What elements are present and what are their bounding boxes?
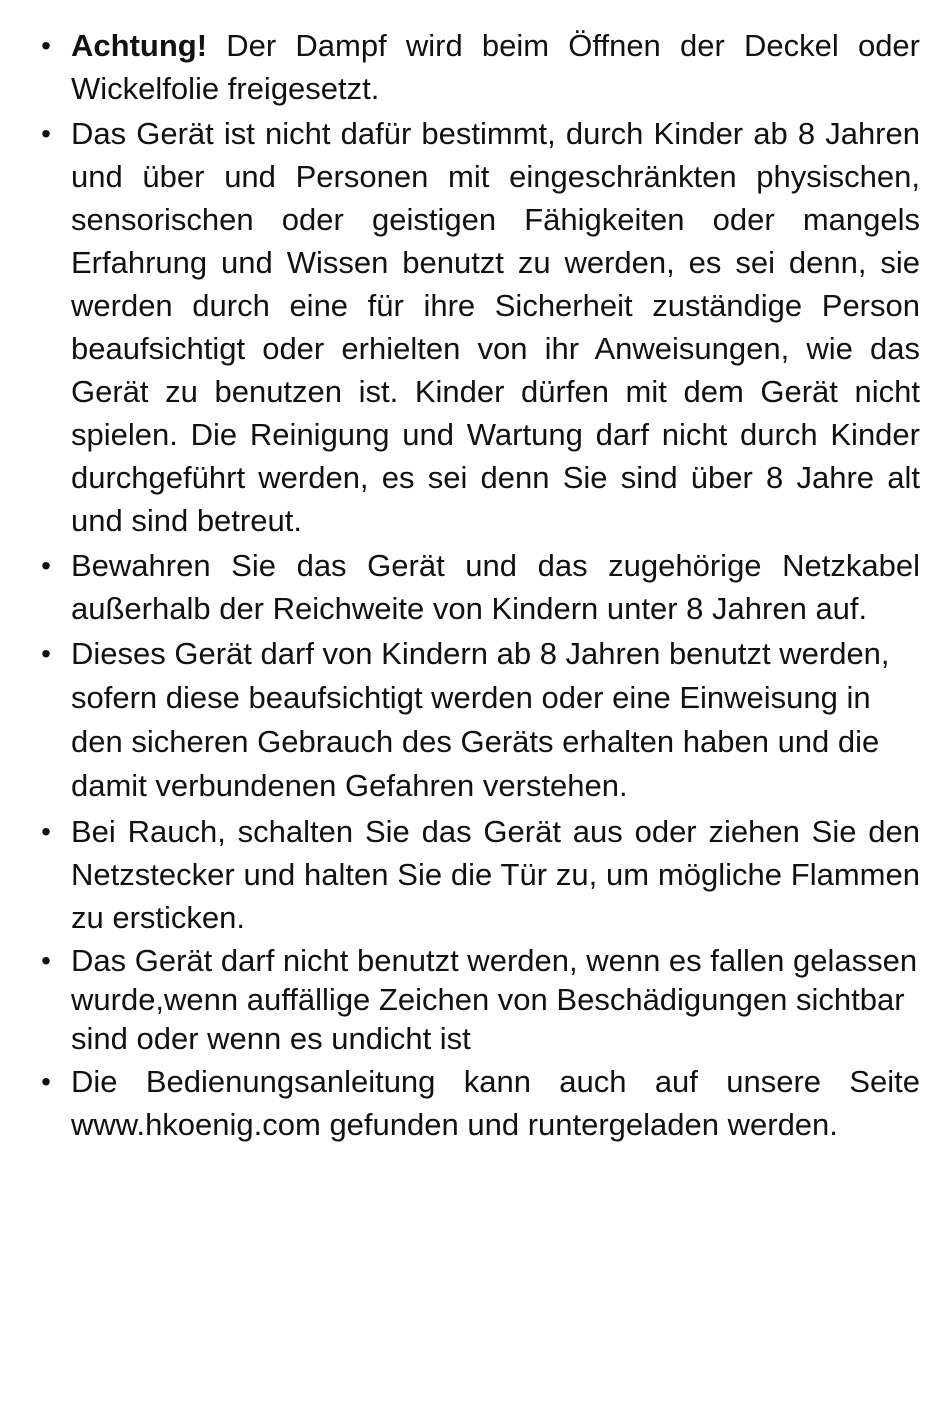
list-item-text: Bewahren Sie das Gerät und das zugehörige Netzkabel außerhalb der Reichweite von Kindern unter 8 Jahren auf. xyxy=(71,548,920,626)
bullet-icon: • xyxy=(41,816,51,847)
bullet-icon: • xyxy=(41,550,51,581)
list-item-smoke xyxy=(30,810,920,939)
list-item-text: Der Dampf wird beim Öffnen der Deckel oder Wickelfolie freigesetzt. xyxy=(71,28,920,106)
list-item-manual-download xyxy=(30,1060,920,1146)
list-item-children-restriction xyxy=(30,112,920,542)
list-item-text: Das Gerät darf nicht benutzt werden, wenn es fallen gelassen wurde,wenn auffällige Zeichen von Beschädigungen sichtbar sind oder wenn es undicht ist xyxy=(71,943,918,1056)
list-item-text: Die Bedienungsanleitung kann auch auf unsere Seite www.hkoenig.com gefunden und runtergeladen werden. xyxy=(71,1064,920,1142)
warning-lead: Achtung! xyxy=(71,28,208,63)
list-item-text: Bei Rauch, schalten Sie das Gerät aus oder ziehen Sie den Netzstecker und halten Sie die Tür zu, um mögliche Flammen zu ersticken. xyxy=(71,814,920,935)
bullet-icon: • xyxy=(41,30,51,61)
bullet-icon: • xyxy=(41,118,51,149)
list-item-damage xyxy=(30,941,920,1058)
bullet-icon: • xyxy=(41,945,51,976)
list-item-steam-warning xyxy=(30,24,920,110)
list-item-text: Das Gerät ist nicht dafür bestimmt, durch Kinder ab 8 Jahren und über und Personen mit eingeschränkten physischen, sensorischen oder geistigen Fähigkeiten oder mangels Erfahrung und Wissen benutzt zu werden, es sei denn, sie werden durch eine für ihre Sicherheit zuständige Person beaufsichtigt oder erhielten von ihr Anweisungen, wie das Gerät zu benutzen ist. Kinder dürfen mit dem Gerät nicht spielen. Die Reinigung und Wartung darf nicht durch Kinder durchgeführt werden, es sei denn Sie sind über 8 Jahre alt und sind betreut. xyxy=(71,116,920,538)
bullet-icon: • xyxy=(41,1066,51,1097)
list-item-children-supervised-use xyxy=(30,632,920,808)
safety-instructions-list xyxy=(30,24,920,1148)
bullet-icon: • xyxy=(41,638,51,669)
list-item-text: Dieses Gerät darf von Kindern ab 8 Jahren benutzt werden, sofern diese beaufsichtigt werden oder eine Einweisung in den sicheren Gebrauch des Geräts erhalten haben und die damit verbundenen Gefahren verstehen. xyxy=(71,636,890,803)
list-item-storage xyxy=(30,544,920,630)
